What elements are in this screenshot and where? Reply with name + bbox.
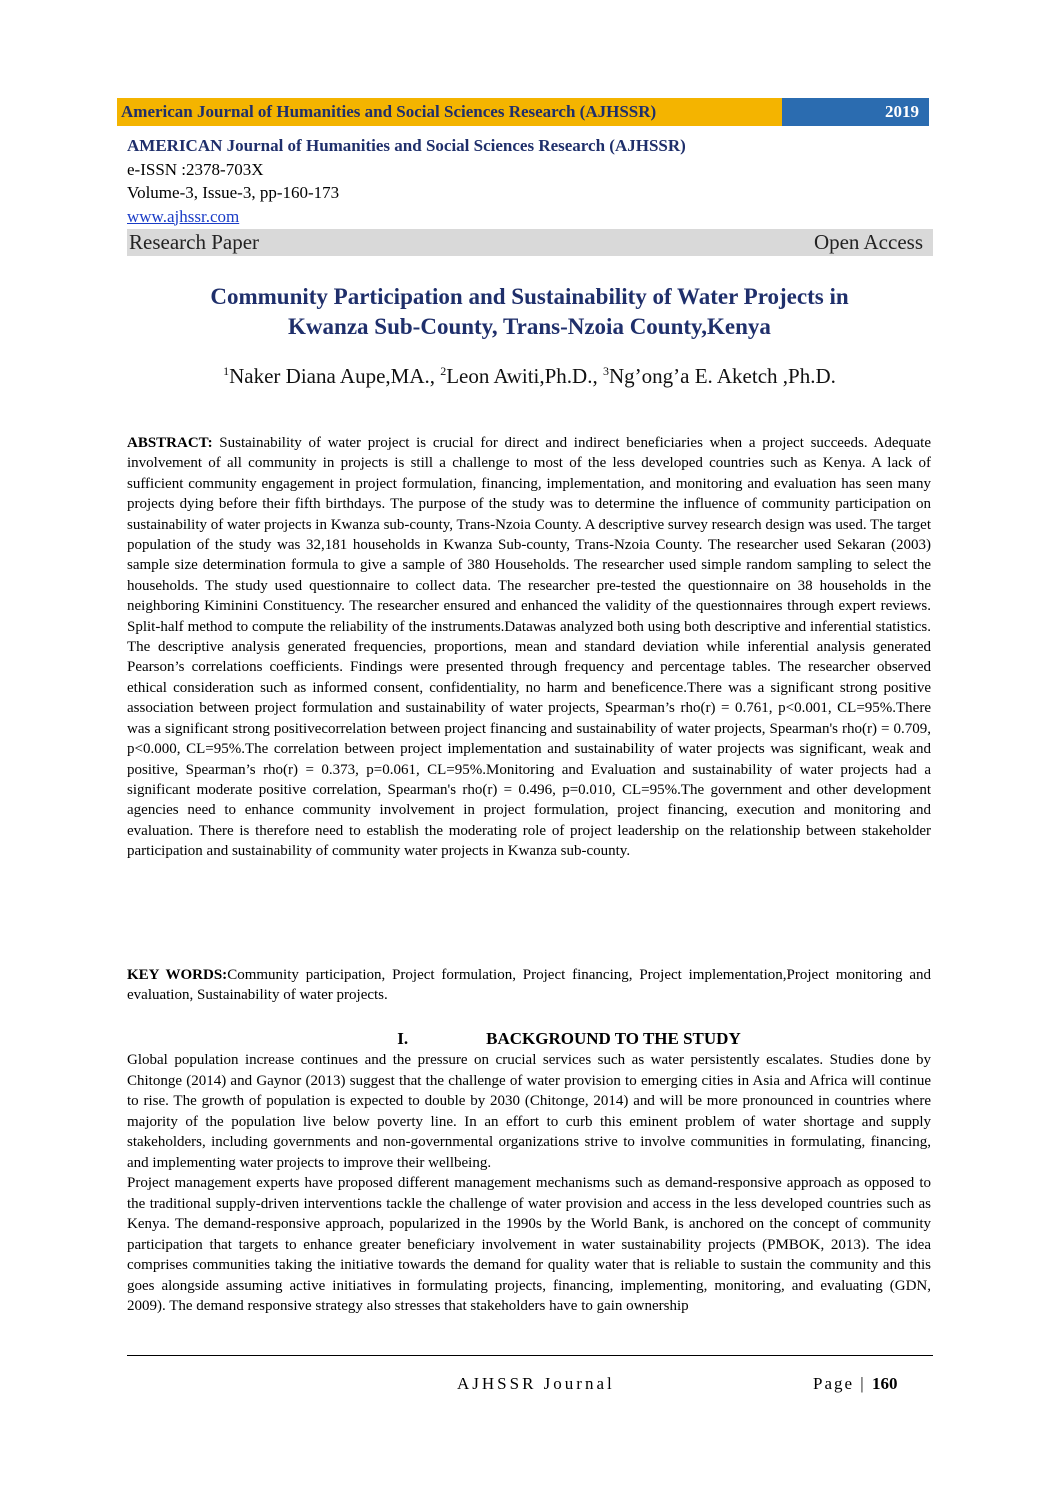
footer-rule: [127, 1355, 933, 1356]
abstract-text: Sustainability of water project is crucial for direct and indirect beneficiaries when a project succeeds. Adequate involvement of all community in projects is still a challenge to most of the less developed countries such as Kenya. A lack of sufficient community engagement in project formulation, financing, implementation, and monitoring and evaluation has seen many projects dying before their fifth birthdays. The purpose of the study was to determine the influence of community participation on sustainability of water projects in Kwanza sub-county, Trans-Nzoia County. A descriptive survey research design was used. The target population of the study was 32,181 households in Kwanza Sub-county, Trans-Nzoia County. The researcher used Sekaran (2003) sample size determination formula to give a sample of 380 Households. The researcher used simple random sampling to select the households. The study used questionnaire to collect data. The researcher pre-tested the questionnaire on 38 households in the neighboring Kiminini Constituency. The researcher ensured and enhanced the validity of the questionnaires through expert reviews. Split-half method to compute the reliability of the instruments.Datawas analyzed both using both descriptive and inferential statistics. The descriptive analysis generated frequencies, proportions, mean and standard deviation while inferential analysis generated Pearson’s correlations coefficients. Findings were presented through frequency and percentage tables. The researcher observed ethical consideration such as informed consent, confidentiality, no harm and beneficence.There was a significant strong positive association between project formulation and sustainability of water projects, Spearman’s rho(r) = 0.761, p<0.001, CL=95%.There was a significant strong positivecorrelation between project financing and sustainability of water projects, Spearman's rho(r) = 0.709, p<0.000, CL=95%.The correlation between project implementation and sustainability of water projects was significant, weak and positive, Spearman’s rho(r) = 0.373, p=0.061, CL=95%.Monitoring and Evaluation and sustainability of water projects had a significant moderate positive correlation, Spearman's rho(r) = 0.496, p=0.010, CL=95%.The government and other development agencies need to enhance community involvement in project formulation, project financing, execution and monitoring and evaluation. There is therefore need to establish the moderating role of project leadership on the relationship between stakeholder participation and sustainability of community water projects in Kwanza sub-county.: [127, 435, 931, 860]
issn: e-ISSN :2378-703X: [127, 159, 264, 179]
footer-page: [813, 1374, 897, 1394]
title-line-2: Kwanza Sub-County, Trans-Nzoia County,Kenya: [288, 314, 771, 339]
volume-info: Volume-3, Issue-3, pp-160-173: [127, 183, 340, 202]
journal-header-bar: [117, 98, 929, 126]
paper-type: Research Paper: [129, 230, 260, 254]
abstract-label: ABSTRACT:: [127, 435, 213, 451]
author-1: Naker Diana Aupe,MA.,: [229, 364, 441, 388]
author-3-affiliation: 3: [602, 364, 609, 378]
paper-type-bar: [127, 229, 933, 256]
author-3: Ng’ong’a E. Aketch ,Ph.D.: [608, 364, 836, 388]
author-2: Leon Awiti,Ph.D.,: [446, 364, 603, 388]
keywords-label: KEY WORDS:: [127, 967, 228, 983]
author-list: [100, 364, 959, 389]
journal-website-link[interactable]: www.ajhssr.com: [127, 206, 240, 226]
section-number: I.: [397, 1029, 409, 1048]
author-2-affiliation: 2: [440, 364, 447, 378]
keywords: [127, 965, 931, 1006]
header-year: 2019: [782, 98, 929, 126]
keywords-text: Community participation, Project formulation, Project financing, Project implementation,Project monitoring and evaluation, Sustainability of water projects.: [127, 967, 931, 1004]
journal-full-name: AMERICAN Journal of Humanities and Social Sciences Research (AJHSSR): [127, 136, 686, 155]
title-line-1: Community Participation and Sustainability of Water Projects in: [210, 284, 849, 309]
access-type: Open Access: [813, 230, 923, 254]
journal-metadata: [127, 134, 927, 228]
body-paragraph: Global population increase continues and the pressure on crucial services such as water persistently escalates. Studies done by Chitonge (2014) and Gaynor (2013) suggest that the challenge of water provision to emerging cities in Asia and Africa will continue to rise. The growth of population is expected to double by 2030 (Chitonge, 2014) and will be more pronounced in countries where majority of the population live below poverty line. In an effort to curb this eminent problem of water shortage and supply stakeholders, including governments and non-governmental organizations strive to involve communities in formulating, financing, and implementing water projects to improve their wellbeing.: [127, 1052, 931, 1171]
paper-title: [100, 282, 959, 342]
footer-page-number: 160: [871, 1374, 898, 1393]
footer-journal: AJHSSR Journal: [457, 1374, 615, 1393]
section-body: [127, 1050, 931, 1317]
body-paragraph: Project management experts have proposed different management mechanisms such as demand-responsive approach as opposed to the traditional supply-driven interventions tackle the challenge of water provision and access in the less developed countries such as Kenya. The demand-responsive approach, popularized in the 1990s by the World Bank, is anchored on the concept of community participation that targets to enhance greater beneficiary involvement in water sustainability projects (PMBOK, 2013). The idea comprises communities taking the initiative towards the demand for quality water that is reliable to sustain the community and this goes alongside assuming active initiatives in formulating projects, financing, implementing, monitoring, and evaluating (GDN, 2009). The demand responsive strategy also stresses that stakeholders have to gain ownership: [127, 1175, 931, 1314]
section-heading: [127, 1029, 931, 1049]
footer-page-label: Page |: [813, 1374, 872, 1393]
header-journal-name: American Journal of Humanities and Social Sciences Research (AJHSSR): [117, 98, 782, 126]
abstract: [127, 433, 931, 862]
author-1-affiliation: 1: [223, 364, 230, 378]
section-title: BACKGROUND TO THE STUDY: [486, 1029, 741, 1048]
